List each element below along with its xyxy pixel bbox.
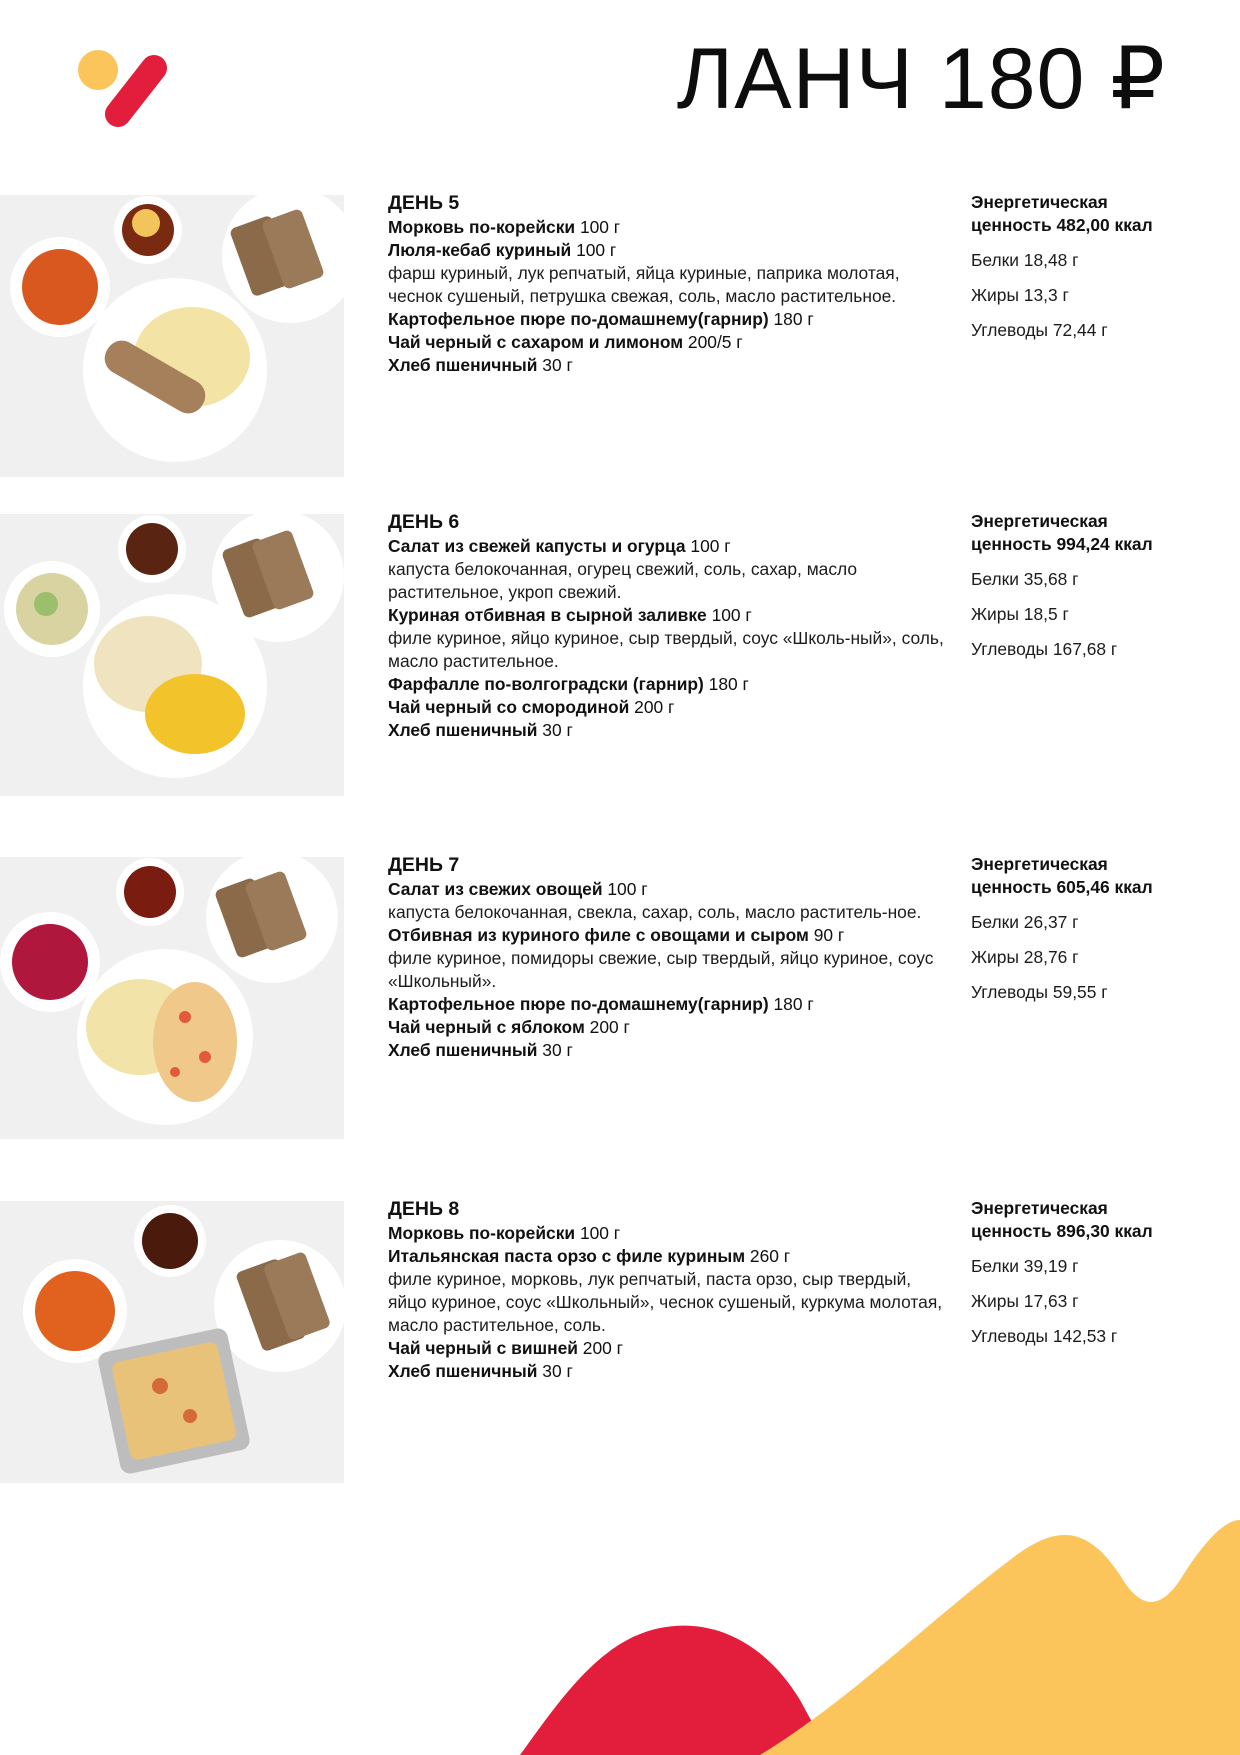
proteins: Белки 26,37 г [971, 912, 1079, 932]
carbs: Углеводы 167,68 г [971, 639, 1118, 659]
dish-item [388, 1337, 948, 1360]
dish-item [388, 1222, 948, 1245]
dish-item [388, 993, 948, 1016]
dish-qty: 30 г [537, 1040, 573, 1060]
nutrition-info [971, 510, 1221, 661]
dish-qty: 100 г [706, 605, 752, 625]
menu-list [388, 1197, 948, 1383]
day-heading: ДЕНЬ 5 [388, 192, 460, 214]
energy-value: ценность 994,24 ккал [971, 534, 1153, 554]
dish-name: Морковь по-корейски [388, 217, 576, 237]
dish-item [388, 239, 948, 262]
carbs: Углеводы 59,55 г [971, 982, 1108, 1002]
dish-name: Люля-кебаб куриный [388, 240, 572, 260]
energy-label: Энергетическая [971, 192, 1108, 212]
dish-name: Фарфалле по-волгоградски (гарнир) [388, 674, 704, 694]
day-section [0, 511, 1240, 799]
fats: Жиры 17,63 г [971, 1291, 1079, 1311]
logo-red-stroke [118, 68, 154, 114]
dish-item [388, 1016, 948, 1039]
dish-item [388, 604, 948, 627]
dish-ingredients: фарш куриный, лук репчатый, яйца куриные, паприка молотая, чеснок сушеный, петрушка свежая, соль, масло растительное. [388, 263, 900, 306]
dish-name: Хлеб пшеничный [388, 1361, 538, 1381]
nutrition-info [971, 191, 1221, 342]
day-heading: ДЕНЬ 7 [388, 854, 460, 876]
menu-list [388, 510, 948, 742]
dish-item [388, 216, 948, 239]
dish-ingredients: капуста белокочанная, свекла, сахар, соль, масло раститель-ное. [388, 902, 922, 922]
dish-item [388, 878, 948, 901]
dish-item [388, 719, 948, 742]
fats: Жиры 13,3 г [971, 285, 1069, 305]
dish-name: Салат из свежей капусты и огурца [388, 536, 686, 556]
day-section [0, 1198, 1240, 1486]
dish-name: Отбивная из куриного филе с овощами и сыром [388, 925, 809, 945]
carbs: Углеводы 142,53 г [971, 1326, 1118, 1346]
fats: Жиры 28,76 г [971, 947, 1079, 967]
dish-name: Картофельное пюре по-домашнему(гарнир) [388, 994, 769, 1014]
dish-name: Хлеб пшеничный [388, 355, 538, 375]
dish-name: Чай черный с яблоком [388, 1017, 585, 1037]
proteins: Белки 18,48 г [971, 250, 1079, 270]
dish-qty: 90 г [808, 925, 845, 945]
dish-qty: 180 г [768, 994, 814, 1014]
nutrition-info [971, 1197, 1221, 1348]
dish-qty: 100 г [575, 217, 621, 237]
menu-list [388, 191, 948, 377]
dish-ingredients: филе куриное, яйцо куриное, сыр твердый, соус «Школь-ный», соль, масло растительное. [388, 628, 944, 671]
meal-photo [0, 195, 344, 477]
meal-photo [0, 514, 344, 796]
dish-qty: 100 г [685, 536, 731, 556]
dish-item [388, 673, 948, 696]
dish-item [388, 308, 948, 331]
dish-item [388, 535, 948, 558]
dish-qty: 180 г [768, 309, 814, 329]
energy-label: Энергетическая [971, 1198, 1108, 1218]
dish-item [388, 1360, 948, 1383]
nutrition-info [971, 853, 1221, 1004]
dish-qty: 200 г [584, 1017, 630, 1037]
dish-name: Морковь по-корейски [388, 1223, 576, 1243]
dish-qty: 200 г [577, 1338, 623, 1358]
dish-qty: 200/5 г [683, 332, 743, 352]
dish-name: Куриная отбивная в сырной заливке [388, 605, 707, 625]
dish-qty: 30 г [537, 355, 573, 375]
dish-qty: 30 г [537, 1361, 573, 1381]
dish-item [388, 331, 948, 354]
brand-logo [76, 48, 176, 128]
energy-value: ценность 482,00 ккал [971, 215, 1153, 235]
dish-ingredients: филе куриное, помидоры свежие, сыр твердый, яйцо куриное, соус «Школьный». [388, 948, 934, 991]
energy-value: ценность 896,30 ккал [971, 1221, 1153, 1241]
dish-qty: 100 г [602, 879, 648, 899]
dish-name: Чай черный с сахаром и лимоном [388, 332, 684, 352]
carbs: Углеводы 72,44 г [971, 320, 1108, 340]
dish-name: Хлеб пшеничный [388, 1040, 538, 1060]
meal-photo [0, 857, 344, 1139]
dish-qty: 180 г [703, 674, 749, 694]
meal-photo [0, 1201, 344, 1483]
logo-yellow-dot [78, 50, 118, 90]
dish-item [388, 924, 948, 947]
dish-item [388, 1245, 948, 1268]
dish-ingredients: филе куриное, морковь, лук репчатый, паста орзо, сыр твердый, яйцо куриное, соус «Школьный», чеснок сушеный, куркума молотая, масло растительное, соль. [388, 1269, 943, 1335]
day-section [0, 854, 1240, 1142]
proteins: Белки 39,19 г [971, 1256, 1079, 1276]
menu-list [388, 853, 948, 1062]
dish-name: Салат из свежих овощей [388, 879, 603, 899]
day-section [0, 192, 1240, 480]
energy-label: Энергетическая [971, 511, 1108, 531]
page-title: ЛАНЧ 180 ₽ [676, 31, 1166, 127]
dish-qty: 30 г [537, 720, 573, 740]
dish-qty: 260 г [745, 1246, 791, 1266]
dish-name: Чай черный со смородиной [388, 697, 630, 717]
energy-value: ценность 605,46 ккал [971, 877, 1153, 897]
dish-ingredients: капуста белокочанная, огурец свежий, соль, сахар, масло растительное, укроп свежий. [388, 559, 858, 602]
dish-item [388, 1039, 948, 1062]
dish-name: Хлеб пшеничный [388, 720, 538, 740]
dish-qty: 100 г [571, 240, 617, 260]
day-heading: ДЕНЬ 8 [388, 1198, 460, 1220]
dish-qty: 200 г [629, 697, 675, 717]
dish-item [388, 696, 948, 719]
dish-item [388, 354, 948, 377]
proteins: Белки 35,68 г [971, 569, 1079, 589]
energy-label: Энергетическая [971, 854, 1108, 874]
day-heading: ДЕНЬ 6 [388, 511, 460, 533]
dish-name: Чай черный с вишней [388, 1338, 578, 1358]
red-wave [520, 1626, 830, 1755]
dish-name: Итальянская паста орзо с филе куриным [388, 1246, 746, 1266]
fats: Жиры 18,5 г [971, 604, 1069, 624]
dish-qty: 100 г [575, 1223, 621, 1243]
dish-name: Картофельное пюре по-домашнему(гарнир) [388, 309, 769, 329]
yellow-wave [760, 1520, 1240, 1755]
